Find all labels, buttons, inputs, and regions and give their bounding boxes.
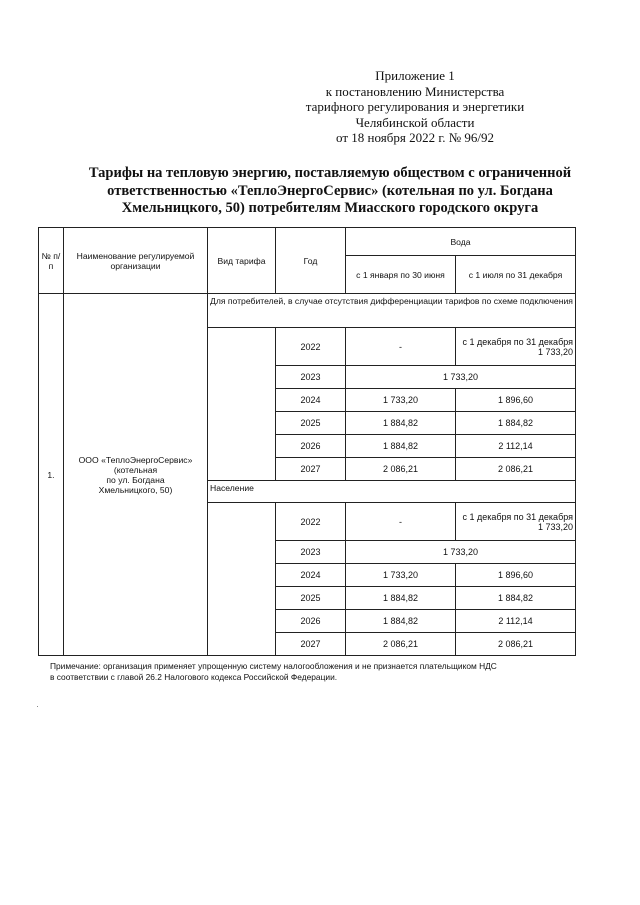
section-label: Для потребителей, в случае отсутствия дифференциации тарифов по схеме подключения — [208, 294, 576, 328]
title-line: ответственностью «ТеплоЭнергоСервис» (котельная по ул. Богдана — [107, 182, 553, 199]
value-cell: 1 884,82 — [456, 412, 576, 435]
year-cell: 2022 — [276, 328, 346, 366]
section-label: Население — [208, 481, 576, 503]
value-cell: 1 896,60 — [456, 389, 576, 412]
year-cell: 2024 — [276, 564, 346, 587]
appendix-line: Челябинской области — [355, 114, 475, 130]
footnote-line: Примечание: организация применяет упрощенную систему налогообложения и не признается плательщиком НДС — [50, 661, 497, 671]
org-line: (котельная — [113, 464, 158, 475]
year-cell: 2027 — [276, 633, 346, 656]
year-cell: 2026 — [276, 435, 346, 458]
appendix-line: к постановлению Министерства — [325, 83, 505, 99]
value-cell: 2 086,21 — [346, 458, 456, 481]
document-title — [40, 165, 620, 218]
row-number: 1. — [39, 294, 64, 656]
value-number: 1 733,20 — [537, 521, 573, 532]
appendix-line: тарифного регулирования и энергетики — [305, 99, 525, 114]
value-cell: 2 086,21 — [456, 633, 576, 656]
title-line: Хмельницкого, 50) потребителям Миасского городского округа — [121, 200, 539, 216]
header-half2: с 1 июля по 31 декабря — [456, 256, 576, 294]
title-line: Тарифы на тепловую энергию, поставляемую обществом с ограниченной — [88, 165, 572, 181]
value-cell: - — [346, 328, 456, 366]
appendix-line: Приложение 1 — [375, 68, 455, 83]
scan-speck — [37, 706, 38, 707]
value-cell: 2 112,14 — [456, 435, 576, 458]
value-cell: 1 884,82 — [346, 435, 456, 458]
org-line: ООО «ТеплоЭнергоСервис» — [78, 454, 193, 465]
header-kind: Вид тарифа — [208, 228, 276, 294]
year-cell: 2023 — [276, 366, 346, 389]
value-cell: 1 733,20 — [346, 389, 456, 412]
tariff-kind-empty — [208, 328, 276, 481]
year-cell: 2025 — [276, 587, 346, 610]
org-line: по ул. Богдана — [106, 474, 165, 485]
year-cell: 2024 — [276, 389, 346, 412]
tariff-kind-empty — [208, 503, 276, 656]
header-year: Год — [276, 228, 346, 294]
tariff-table — [38, 227, 576, 656]
appendix-header — [250, 68, 580, 146]
header-org: Наименование регулируемой организации — [64, 228, 208, 294]
org-line: Хмельницкого, 50) — [98, 484, 173, 495]
year-cell: 2026 — [276, 610, 346, 633]
value-cell: - — [346, 503, 456, 541]
value-cell: 1 733,20 — [346, 564, 456, 587]
value-number: 1 733,20 — [537, 346, 573, 357]
value-cell: 2 086,21 — [456, 458, 576, 481]
year-cell: 2027 — [276, 458, 346, 481]
value-cell — [456, 503, 576, 541]
value-cell: 2 112,14 — [456, 610, 576, 633]
header-half1: с 1 января по 30 июня — [346, 256, 456, 294]
value-cell: 1 884,82 — [346, 587, 456, 610]
header-num: № п/п — [39, 228, 64, 294]
value-note: с 1 декабря по 31 декабря — [462, 336, 573, 347]
value-cell-merged: 1 733,20 — [346, 366, 576, 389]
year-cell: 2022 — [276, 503, 346, 541]
header-water: Вода — [346, 228, 576, 256]
value-cell: 1 896,60 — [456, 564, 576, 587]
value-cell: 1 884,82 — [346, 412, 456, 435]
value-note: с 1 декабря по 31 декабря — [462, 511, 573, 522]
value-cell: 1 884,82 — [456, 587, 576, 610]
value-cell: 1 884,82 — [346, 610, 456, 633]
year-cell: 2025 — [276, 412, 346, 435]
appendix-line: от 18 ноября 2022 г. № 96/92 — [336, 130, 494, 145]
footnote-line: в соответствии с главой 26.2 Налогового кодекса Российской Федерации. — [50, 672, 338, 682]
org-name — [64, 294, 208, 656]
value-cell: 2 086,21 — [346, 633, 456, 656]
footnote — [50, 661, 590, 683]
year-cell: 2023 — [276, 541, 346, 564]
value-cell-merged: 1 733,20 — [346, 541, 576, 564]
value-cell — [456, 328, 576, 366]
